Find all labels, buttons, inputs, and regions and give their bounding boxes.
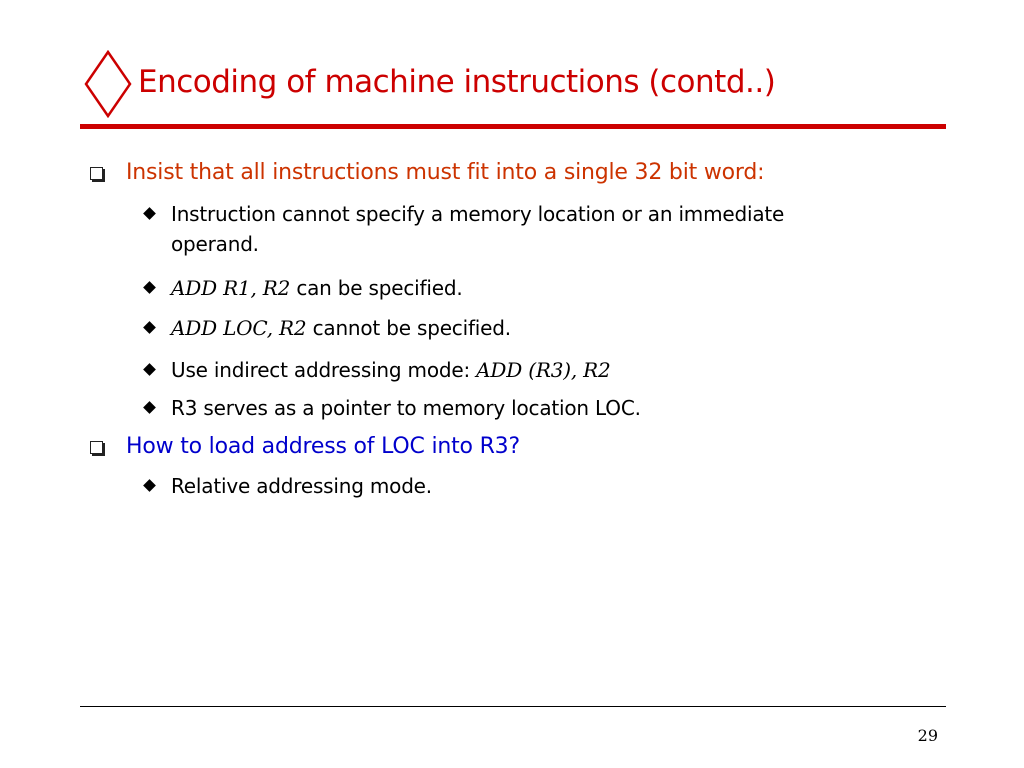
code-snippet: ADD R1, R2 xyxy=(171,276,291,300)
diamond-bullet-icon xyxy=(143,207,156,220)
checkbox-bullet-icon xyxy=(90,441,103,454)
sub-bullet-1-2-text xyxy=(171,273,462,303)
diamond-bullet-icon xyxy=(143,321,156,334)
sub-bullet-text: Use indirect addressing mode: xyxy=(171,358,477,382)
diamond-bullet-icon xyxy=(143,401,156,414)
diamond-bullet-icon xyxy=(143,479,156,492)
title-divider xyxy=(80,124,946,129)
diamond-logo-icon xyxy=(84,50,132,118)
bullet-point-2-text: How to load address of LOC into R3? xyxy=(126,434,520,459)
sub-bullet-1-4-text xyxy=(171,355,611,385)
sub-bullet-2-1-text: Relative addressing mode. xyxy=(171,474,432,498)
page-number: 29 xyxy=(917,726,938,745)
sub-bullet-1-1-line2: operand. xyxy=(171,232,259,256)
slide-title: Encoding of machine instructions (contd..) xyxy=(138,64,776,100)
footer-divider xyxy=(80,706,946,707)
sub-bullet-1-1-line1: Instruction cannot specify a memory location or an immediate xyxy=(171,202,785,226)
checkbox-bullet-icon xyxy=(90,167,103,180)
sub-bullet-1-5-text: R3 serves as a pointer to memory location LOC. xyxy=(171,396,641,420)
sub-bullet-text: can be specified. xyxy=(290,276,463,300)
diamond-bullet-icon xyxy=(143,363,156,376)
code-snippet: ADD (R3), R2 xyxy=(476,358,611,382)
bullet-point-1-text: Insist that all instructions must fit into a single 32 bit word: xyxy=(126,160,765,185)
sub-bullet-text: cannot be specified. xyxy=(306,316,511,340)
sub-bullet-1-1-text xyxy=(171,199,784,259)
diamond-bullet-icon xyxy=(143,281,156,294)
code-snippet: ADD LOC, R2 xyxy=(171,316,307,340)
sub-bullet-1-3-text xyxy=(171,313,511,343)
